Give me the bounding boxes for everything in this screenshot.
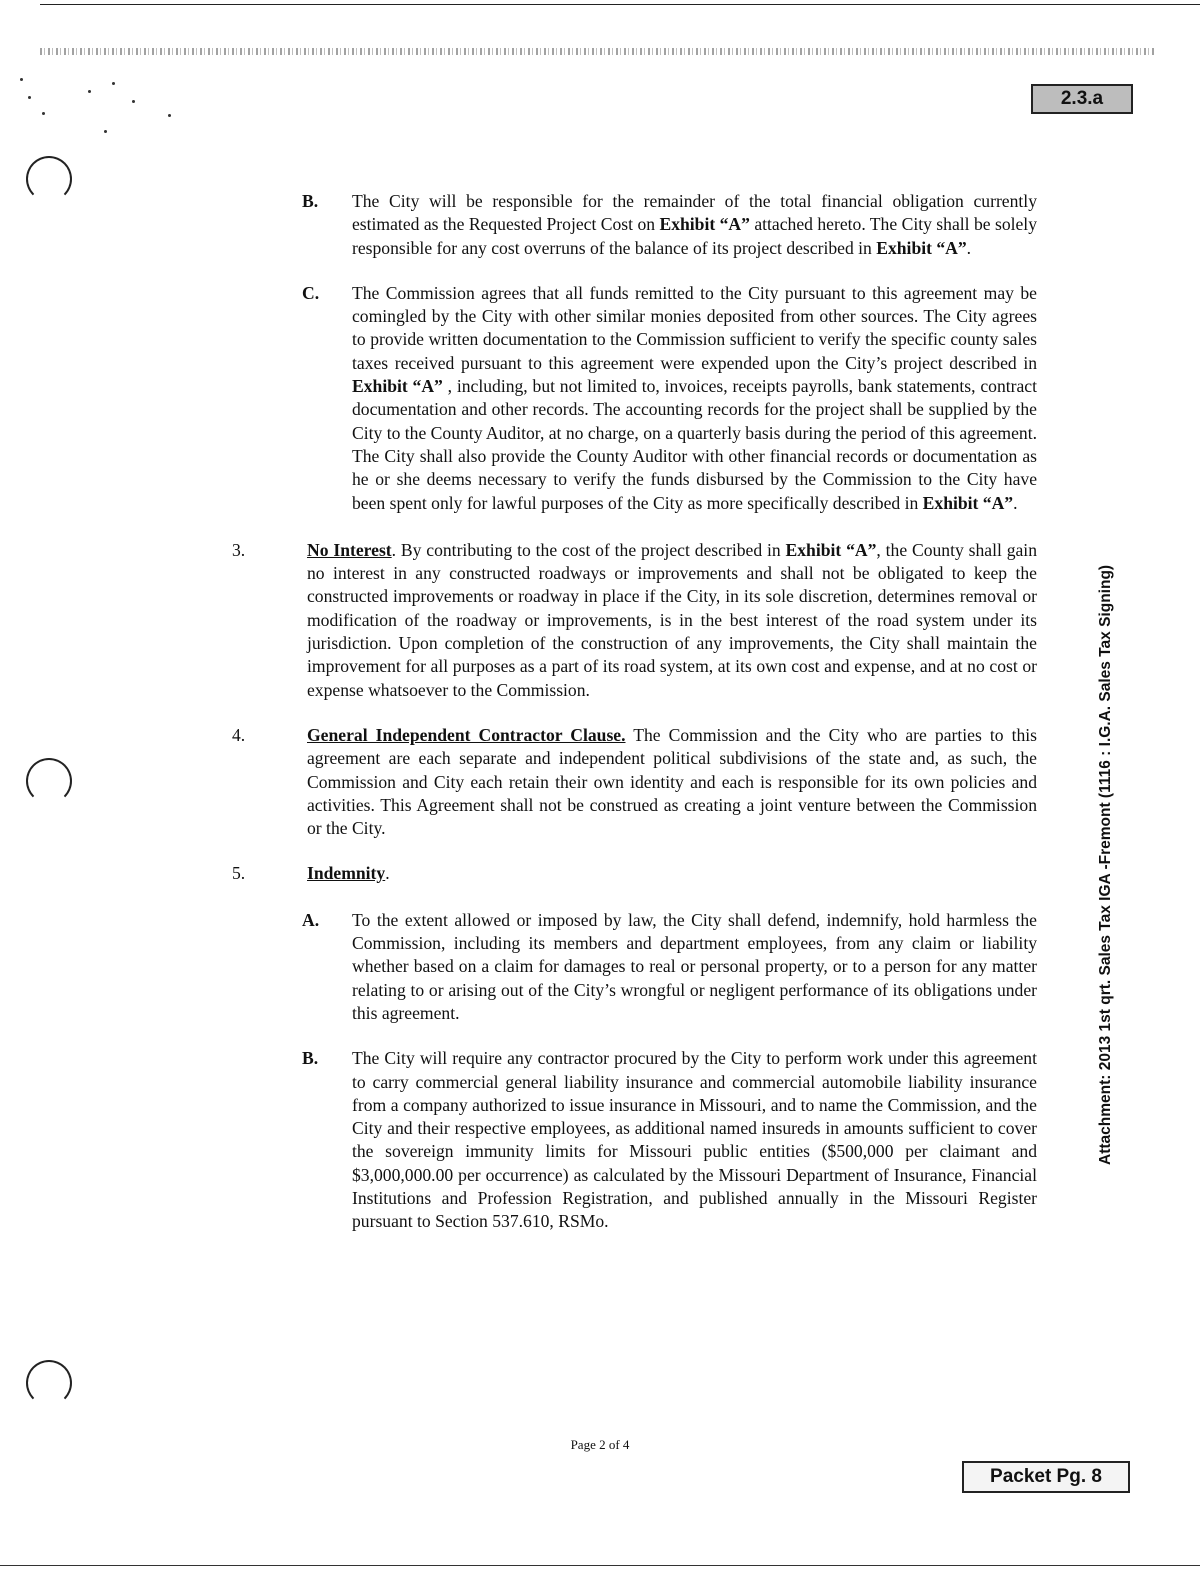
subsection-marker: B.: [302, 191, 319, 211]
subsection-text: The City will require any contractor procured by the City to perform work under this agreement to carry commercial general liability insurance and commercial automobile liability insurance from a company authorized to issue insurance in Missouri, and to name the Commission, and the City and their respective employees, as additional named insureds in amounts sufficient to cover the sovereign immunity limits for Missouri public entities ($500,000 per claimant and $3,000,000.00 per occurrence) as calculated by the Missouri Department of Insurance, Financial Institutions and Profession Registration, and published annually in the Missouri Register pursuant to Section 537.610, RSMo.: [352, 1048, 1037, 1232]
punch-hole-top: [26, 156, 72, 202]
packet-page-badge: [962, 1461, 1130, 1493]
subsection-5b: [302, 1047, 1037, 1233]
side-attachment-label: Attachment: 2013 1st qrt. Sales Tax IGA -Fremont (1116 : I.G.A. Sales Tax Signing): [1097, 564, 1114, 1165]
subsection-text: To the extent allowed or imposed by law, the City shall defend, indemnify, hold harmless the Commission, including its members and department employees, from any claim or liability whether based on a claim for damages to real or personal property, or to a person for any matter relating to or arising out of the City’s wrongful or negligent performance of its obligations under this agreement.: [352, 909, 1037, 1023]
section-number: 5.: [232, 863, 246, 884]
section-number: 3.: [232, 539, 246, 560]
subsection-marker: B.: [302, 1048, 319, 1069]
exhibit-reference: Exhibit “A”: [876, 237, 967, 258]
punch-hole-middle: [26, 758, 72, 804]
packet-page-label: Packet Pg. 8: [990, 1466, 1102, 1487]
scan-border-bottom: [0, 1565, 1200, 1566]
punch-hole-bottom: [26, 1360, 72, 1406]
scan-specks: [0, 60, 200, 150]
section-number: 4.: [232, 724, 246, 745]
subsection-5a: [302, 909, 1037, 1025]
attachment-badge: [1031, 84, 1133, 114]
subsection-2b: [302, 190, 1037, 260]
section-4-contractor-clause: [232, 724, 1037, 840]
exhibit-reference: Exhibit “A”: [659, 214, 750, 235]
subsection-marker: C.: [302, 282, 320, 303]
section-text: No Interest. By contributing to the cost of the project described in Exhibit “A”, the County shall gain no interest in any constructed roadways or improvements and shall not be obligated to keep the constructed improvements or roadway in place if the City, in its sole discretion, determines removal or modification of the roadway or improvements, is in the best interest of the road system under its jurisdiction. Upon completion of the construction of any improvements, the City shall maintain the improvement for all purposes as a part of its road system, at its own cost and expense, and at no cost or expense whatsoever to the Commission.: [307, 539, 1037, 700]
subsection-2c: [302, 282, 1037, 515]
subsection-marker: A.: [302, 909, 320, 930]
section-heading: No Interest: [307, 539, 392, 560]
attachment-badge-label: 2.3.a: [1060, 88, 1104, 109]
section-text: Indemnity.: [307, 863, 390, 884]
section-3-no-interest: [232, 539, 1037, 702]
section-text: General Independent Contractor Clause. The Commission and the City who are parties to this agreement are each separate and independent political subdivisions of the state and, as such, the Commission and City each retain their own identity and each is responsible for its own policies and activities. This Agreement shall not be construed as creating a joint venture between the Commission or the City.: [307, 724, 1037, 839]
section-heading: General Independent Contractor Clause.: [307, 724, 626, 745]
exhibit-reference: Exhibit “A”: [352, 376, 443, 397]
page-number: Page 2 of 4: [570, 1437, 630, 1452]
document-body: [232, 190, 1037, 1256]
exhibit-reference: Exhibit “A”: [785, 539, 877, 560]
subsection-text: The Commission agrees that all funds remitted to the City pursuant to this agreement may be comingled by the City with other similar monies deposited from other sources. The City agrees to provide written documentation to the Commission sufficient to verify the specific county sales taxes received pursuant to this agreement were expended upon the City’s project described in Exhibit “A” , including, but not limited to, invoices, receipts payrolls, bank statements, contract documentation and other records. The accounting records for the project shall be supplied by the City to the County Auditor, at no charge, on a quarterly basis during the period of this agreement. The City shall also provide the County Auditor with other financial records or documentation as he or she deems necessary to verify the funds disbursed by the Commission to the City have been spent only for lawful purposes of the City as more specifically described in Exhibit “A”.: [352, 282, 1037, 513]
section-heading: Indemnity: [307, 863, 386, 884]
scan-noise-strip: [40, 48, 1155, 55]
subsection-text: The City will be responsible for the remainder of the total financial obligation currently estimated as the Requested Project Cost on Exhibit “A” attached hereto. The City shall be solely responsible for any cost overruns of the balance of its project described in Exhibit “A”.: [352, 191, 1037, 258]
exhibit-reference: Exhibit “A”: [922, 492, 1014, 513]
section-5-indemnity: [232, 862, 1037, 885]
scan-border-top: [40, 4, 1200, 5]
